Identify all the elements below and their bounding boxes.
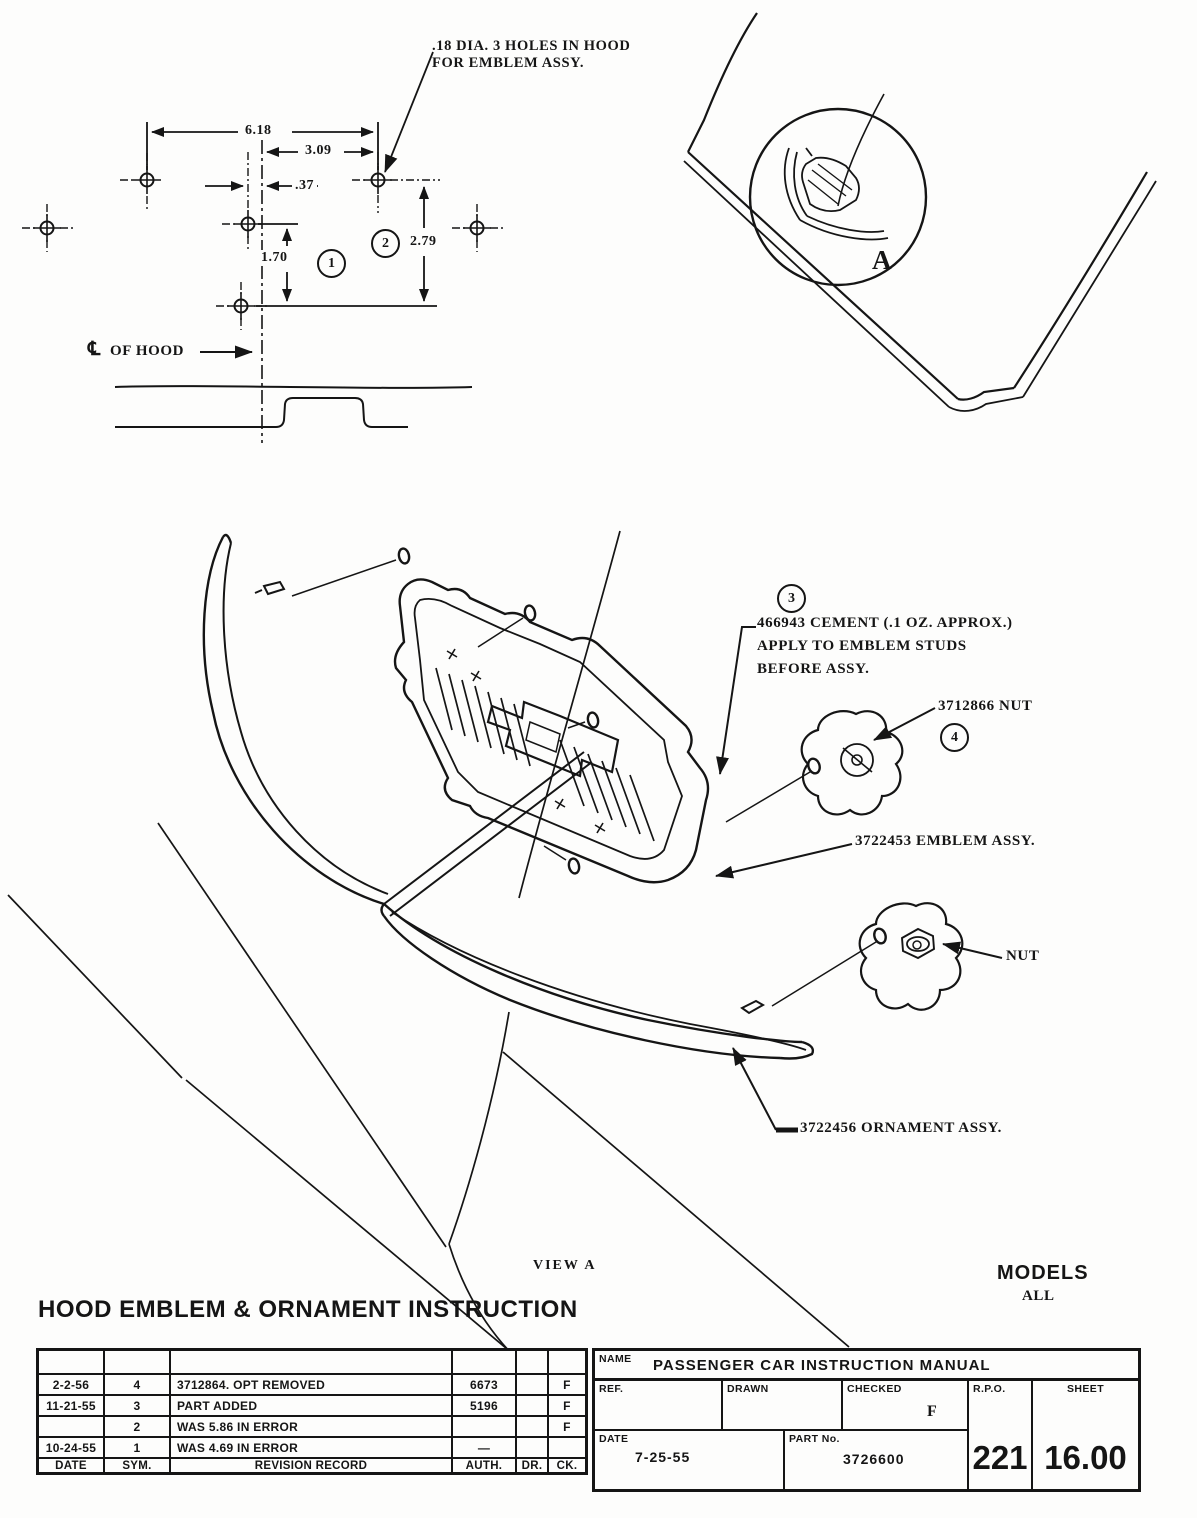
sheet-label: SHEET (1067, 1383, 1105, 1395)
callout-circle-1: 1 (317, 249, 346, 278)
emblem-assembly-drawing (395, 579, 708, 882)
checked-value: F (927, 1403, 937, 1420)
detail-circle-A (750, 109, 926, 285)
hood-background-lines (8, 531, 849, 1392)
rev-dr (517, 1417, 549, 1438)
checked-cell (843, 1381, 969, 1431)
rev-ck: F (549, 1396, 585, 1417)
name-label: NAME (599, 1353, 632, 1365)
hole-note-line1: .18 DIA. 3 HOLES IN HOOD (432, 38, 631, 54)
title-block-name-row (595, 1351, 1138, 1381)
emblem-bowtie (488, 702, 618, 776)
dim-label-6-18: 6.18 (242, 123, 275, 139)
nut-lower-leader (943, 944, 1002, 958)
cement-note-line3: BEFORE ASSY. (757, 661, 870, 677)
rev-record: WAS 5.86 IN ERROR (171, 1417, 453, 1438)
rev-sym: 3 (105, 1396, 171, 1417)
view-a-label: VIEW A (533, 1258, 597, 1273)
rev-cell (517, 1351, 549, 1375)
models-value: ALL (1022, 1288, 1055, 1304)
emblem-leader (716, 844, 852, 876)
cement-leader (720, 627, 756, 774)
dim-label-3-09: 3.09 (302, 143, 335, 159)
rev-record: PART ADDED (171, 1396, 453, 1417)
checked-label: CHECKED (847, 1383, 902, 1395)
part-number-value: 3726600 (843, 1451, 905, 1467)
stud-end-markers (292, 548, 599, 875)
drawn-label: DRAWN (727, 1383, 769, 1395)
rev-cell (171, 1351, 453, 1375)
rev-sym: 1 (105, 1438, 171, 1459)
date-label: DATE (599, 1433, 629, 1445)
rev-sym: 4 (105, 1375, 171, 1396)
ornament-blade-outer (204, 537, 384, 904)
part-cell (785, 1431, 969, 1492)
ornament-spear-bottom (384, 916, 780, 1058)
ornament-label: 3722456 ORNAMENT ASSY. (800, 1120, 1002, 1136)
rpo-value: 221 (972, 1439, 1028, 1476)
nut-lower-drawing (772, 903, 962, 1010)
rev-auth: 5196 (453, 1396, 517, 1417)
ornament-blade-inner (224, 543, 388, 894)
hole-marker-top-right (352, 152, 440, 213)
ornament-leader (733, 1048, 776, 1130)
detail-crease (838, 94, 884, 206)
date-cell (595, 1431, 785, 1492)
models-label: MODELS (997, 1262, 1089, 1284)
callout-circle-3: 3 (777, 584, 806, 613)
rev-date: 11-21-55 (39, 1396, 105, 1417)
revision-table (36, 1348, 588, 1475)
rev-dr (517, 1438, 549, 1459)
rev-record: WAS 4.69 IN ERROR (171, 1438, 453, 1459)
rpo-cell (969, 1381, 1033, 1492)
dim-label-1-70: 1.70 (258, 250, 291, 266)
rev-auth: 6673 (453, 1375, 517, 1396)
rev-cell (105, 1351, 171, 1375)
title-block (592, 1348, 1141, 1492)
hole-marker-center (222, 152, 262, 252)
ref-label: REF. (599, 1383, 624, 1395)
rev-date: 10-24-55 (39, 1438, 105, 1459)
rev-record: 3712864. OPT REMOVED (171, 1375, 453, 1396)
hole-note-line2: FOR EMBLEM ASSY. (432, 55, 585, 71)
hood-overview-sketch (684, 13, 1156, 411)
emblem-grille-slats (436, 668, 654, 841)
hole-marker-top-left (120, 153, 161, 212)
rev-header-date: DATE (39, 1459, 105, 1472)
rev-dr (517, 1396, 549, 1417)
ornament-stud-spear (742, 1001, 763, 1013)
ornament-stud-top (255, 582, 284, 594)
sheet-title: HOOD EMBLEM & ORNAMENT INSTRUCTION (38, 1296, 578, 1323)
rev-date (39, 1417, 105, 1438)
callout-circle-4: 4 (940, 723, 969, 752)
hole-marker-far-left (22, 204, 73, 252)
rev-ck: F (549, 1417, 585, 1438)
cement-note-line1: 466943 CEMENT (.1 OZ. APPROX.) (757, 615, 1013, 631)
rev-dr (517, 1375, 549, 1396)
drawn-cell (723, 1381, 843, 1431)
rpo-label: R.P.O. (973, 1383, 1006, 1395)
rev-cell (39, 1351, 105, 1375)
hood-profile-section (115, 386, 472, 427)
dim-label-2-79: 2.79 (407, 234, 440, 250)
rev-ck (549, 1438, 585, 1459)
rev-auth (453, 1417, 517, 1438)
nut-upper-drawing (726, 711, 902, 822)
callout-circle-2: 2 (371, 229, 400, 258)
hole-note-leader (385, 52, 433, 172)
detail-letter-a: A (872, 245, 892, 275)
rev-header-record: REVISION RECORD (171, 1459, 453, 1472)
rev-ck: F (549, 1375, 585, 1396)
sheet-value: 16.00 (1044, 1439, 1127, 1476)
rev-header-auth: AUTH. (453, 1459, 517, 1472)
ornament-v-arm (384, 752, 592, 916)
dim-label-37: .37 (292, 178, 317, 194)
cement-note-line2: APPLY TO EMBLEM STUDS (757, 638, 967, 654)
rev-header-ck: CK. (556, 1459, 578, 1472)
detail-mini-ornament (785, 148, 888, 239)
rev-date: 2-2-56 (39, 1375, 105, 1396)
manual-name: PASSENGER CAR INSTRUCTION MANUAL (653, 1357, 991, 1374)
centerline-label: OF HOOD (110, 343, 185, 359)
rev-cell (453, 1351, 517, 1375)
ref-cell (595, 1381, 723, 1431)
nut-lower-label: NUT (1006, 948, 1040, 964)
rev-cell (549, 1351, 585, 1375)
emblem-label: 3722453 EMBLEM ASSY. (855, 833, 1036, 849)
nut-upper-label: 3712866 NUT (938, 698, 1033, 714)
rev-sym: 2 (105, 1417, 171, 1438)
rev-header-dr: DR. (517, 1459, 549, 1472)
hole-marker-far-right (452, 204, 503, 252)
sheet-cell (1033, 1381, 1138, 1492)
rev-auth: — (453, 1438, 517, 1459)
nut-upper-leader (874, 708, 935, 740)
centerline-symbol: ℄ (88, 339, 101, 360)
date-value: 7-25-55 (635, 1449, 691, 1465)
part-number-label: PART No. (789, 1433, 840, 1445)
ornament-spear-top (384, 904, 802, 1042)
rev-header-sym: SYM. (105, 1459, 171, 1472)
